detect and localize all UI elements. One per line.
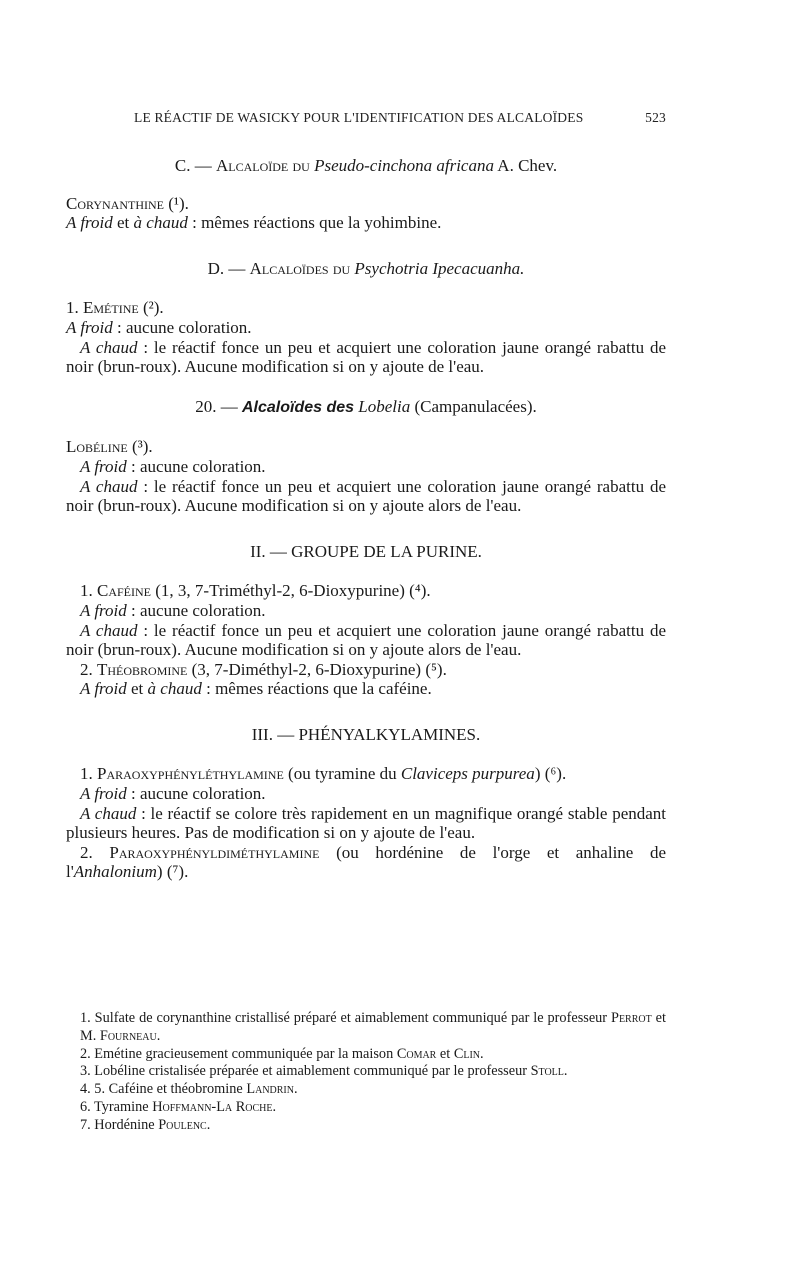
entry-tyramine: 1. Paraoxyphényléthylamine (ou tyramine du Claviceps purpurea) (⁶).	[80, 764, 567, 784]
footnote-6: 6. Tyramine Hoffmann-La Roche.	[80, 1098, 277, 1115]
tyramine-chaud: A chaud : le réactif se colore très rapidement en un magnifique orangé stable pendant plusieurs heures. Pas de modification si on y ajoute de l'eau.	[66, 803, 667, 843]
footnote-7: 7. Hordénine Poulenc.	[80, 1116, 211, 1133]
footnote-1: 1. Sulfate de corynanthine cristallisé préparé et aimablement communiqué par le professeur Perrot et M. Fourneau.	[80, 1010, 666, 1044]
section-heading-d: D. — Alcaloïdes du Psychotria Ipecacuanha.	[207, 258, 525, 278]
entry-lobeline: Lobéline (³).	[66, 437, 153, 457]
section-heading-c: C. — Alcaloïde du Pseudo-cinchona africana A. Chev.	[174, 156, 558, 175]
entry-emetine: 1. Emétine (²).	[66, 298, 164, 318]
page-number: 523	[645, 110, 666, 125]
lobeline-chaud: A chaud : le réactif fonce un peu et acquiert une coloration jaune orangé rabattu de noir (brun-roux). Aucune modification si on y ajoute alors de l'eau.	[66, 476, 666, 516]
entry-corynanthine: Corynanthine (¹).	[66, 193, 189, 213]
theobromine-reaction: A froid et à chaud : mêmes réactions que la caféine.	[80, 679, 432, 699]
body-text	[66, 156, 666, 882]
running-title: LE RÉACTIF DE WASICKY POUR L'IDENTIFICATION DES ALCALOÏDES	[134, 110, 584, 125]
footnote-2: 2. Emétine gracieusement communiquée par la maison Comar et Clin.	[80, 1045, 484, 1062]
emetine-froid: A froid : aucune coloration.	[66, 317, 252, 337]
entry-hordenine: 2. Paraoxyphényldiméthylamine (ou hordénine de l'orge et anhaline de l'Anhalonium) (⁷).	[66, 842, 666, 882]
emetine-chaud: A chaud : le réactif fonce un peu et acquiert une coloration jaune orangé rabattu de noir (brun-roux). Aucune modification si on y ajoute de l'eau.	[66, 337, 666, 377]
lobeline-froid: A froid : aucune coloration.	[80, 456, 266, 476]
footnote-3: 3. Lobéline cristalisée préparée et aimablement communiqué par le professeur Stoll.	[80, 1063, 568, 1080]
section-heading-phenyl: III. — PHÉNYALKYLAMINES.	[251, 724, 481, 744]
running-header	[134, 110, 666, 126]
corynanthine-reaction: A froid et à chaud : mêmes réactions que la yohimbine.	[66, 213, 442, 233]
cafeine-froid: A froid : aucune coloration.	[80, 600, 266, 620]
section-heading-purine: II. — GROUPE DE LA PURINE.	[250, 541, 482, 561]
cafeine-chaud: A chaud : le réactif fonce un peu et acquiert une coloration jaune orangé rabattu de noir (brun-roux). Aucune modification si on y ajoute alors de l'eau.	[66, 620, 666, 660]
footnote-4-5: 4. 5. Caféine et théobromine Landrin.	[80, 1081, 298, 1098]
footnotes	[66, 1010, 666, 1135]
section-heading-lobelia: 20. — Alcaloïdes des Lobelia (Campanulacées).	[195, 396, 537, 416]
tyramine-froid: A froid : aucune coloration.	[80, 784, 266, 804]
entry-theobromine: 2. Théobromine (3, 7-Diméthyl-2, 6-Dioxypurine) (⁵).	[80, 659, 447, 679]
entry-cafeine: 1. Caféine (1, 3, 7-Triméthyl-2, 6-Dioxypurine) (⁴).	[80, 581, 431, 601]
